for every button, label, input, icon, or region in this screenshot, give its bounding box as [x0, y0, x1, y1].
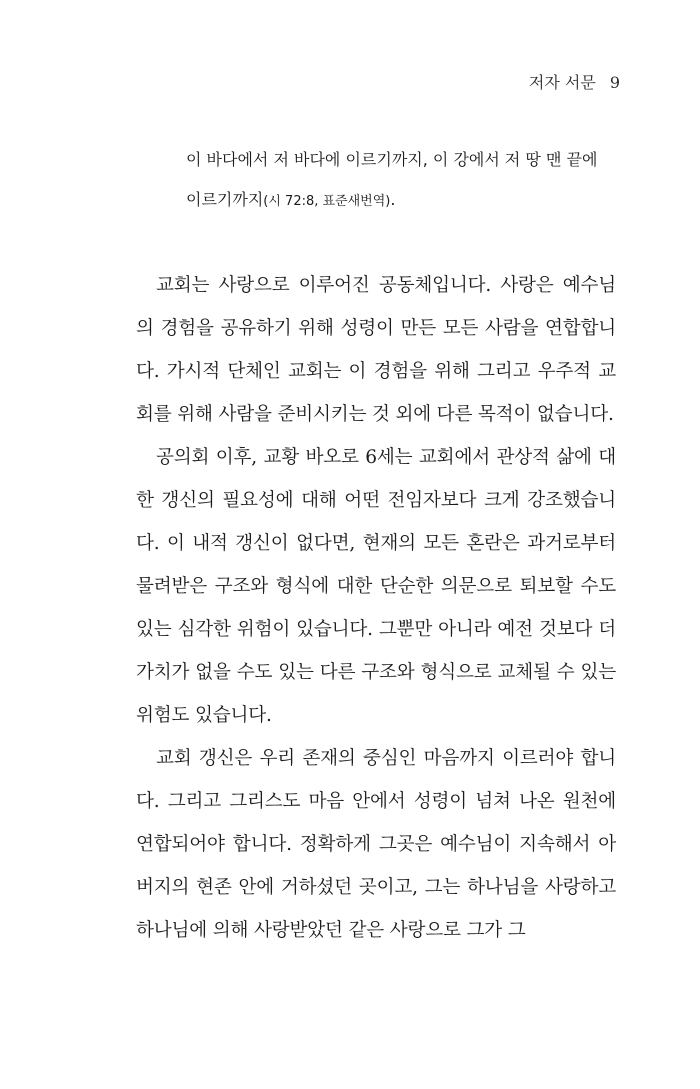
quote-citation: (시 72:8, 표준새번역): [263, 194, 391, 209]
quote-end-punct: .: [390, 190, 396, 209]
body-paragraph-1: 교회는 사랑으로 이루어진 공동체입니다. 사랑은 예수님의 경험을 공유하기 위해 성령이 만든 모든 사람을 연합합니다. 가시적 단체인 교회는 이 경험을 위해 그리고 우주적 교회를 위해 사람을 준비시키는 것 외에 다른 목적이 없습니다.: [136, 275, 616, 425]
quote-paragraph: [186, 140, 616, 222]
body-paragraph-3: 교회 갱신은 우리 존재의 중심인 마음까지 이르러야 합니다. 그리고 그리스도 마음 안에서 성령이 넘쳐 나온 원천에 연합되어야 합니다. 정확하게 그곳은 예수님이 지속해서 아버지의 현존 안에 거하셨던 곳이고, 그는 하나님을 사랑하고 하나님에 의해 사랑받았던 같은 사랑으로 그가 그: [136, 748, 616, 941]
epigraph-quote: [186, 140, 616, 222]
quote-text: 이 바다에서 저 바다에 이르기까지, 이 강에서 저 땅 맨 끝에 이르기까지: [186, 150, 598, 209]
body-paragraph-2: 공의회 이후, 교황 바오로 6세는 교회에서 관상적 삶에 대한 갱신의 필요성에 대해 어떤 전임자보다 크게 강조했습니다. 이 내적 갱신이 없다면, 현재의 모든 혼란은 과거로부터 물려받은 구조와 형식에 대한 단순한 의문으로 퇴보할 수도 있는 심각한 위험이 있습니다. 그뿐만 아니라 예전 것보다 더 가치가 없을 수도 있는 다른 구조와 형식으로 교체될 수 있는 위험도 있습니다.: [136, 447, 616, 726]
page-number: 9: [609, 73, 620, 92]
main-body-text: [136, 264, 616, 952]
running-header: [529, 70, 620, 93]
section-title: 저자 서문: [528, 73, 596, 92]
